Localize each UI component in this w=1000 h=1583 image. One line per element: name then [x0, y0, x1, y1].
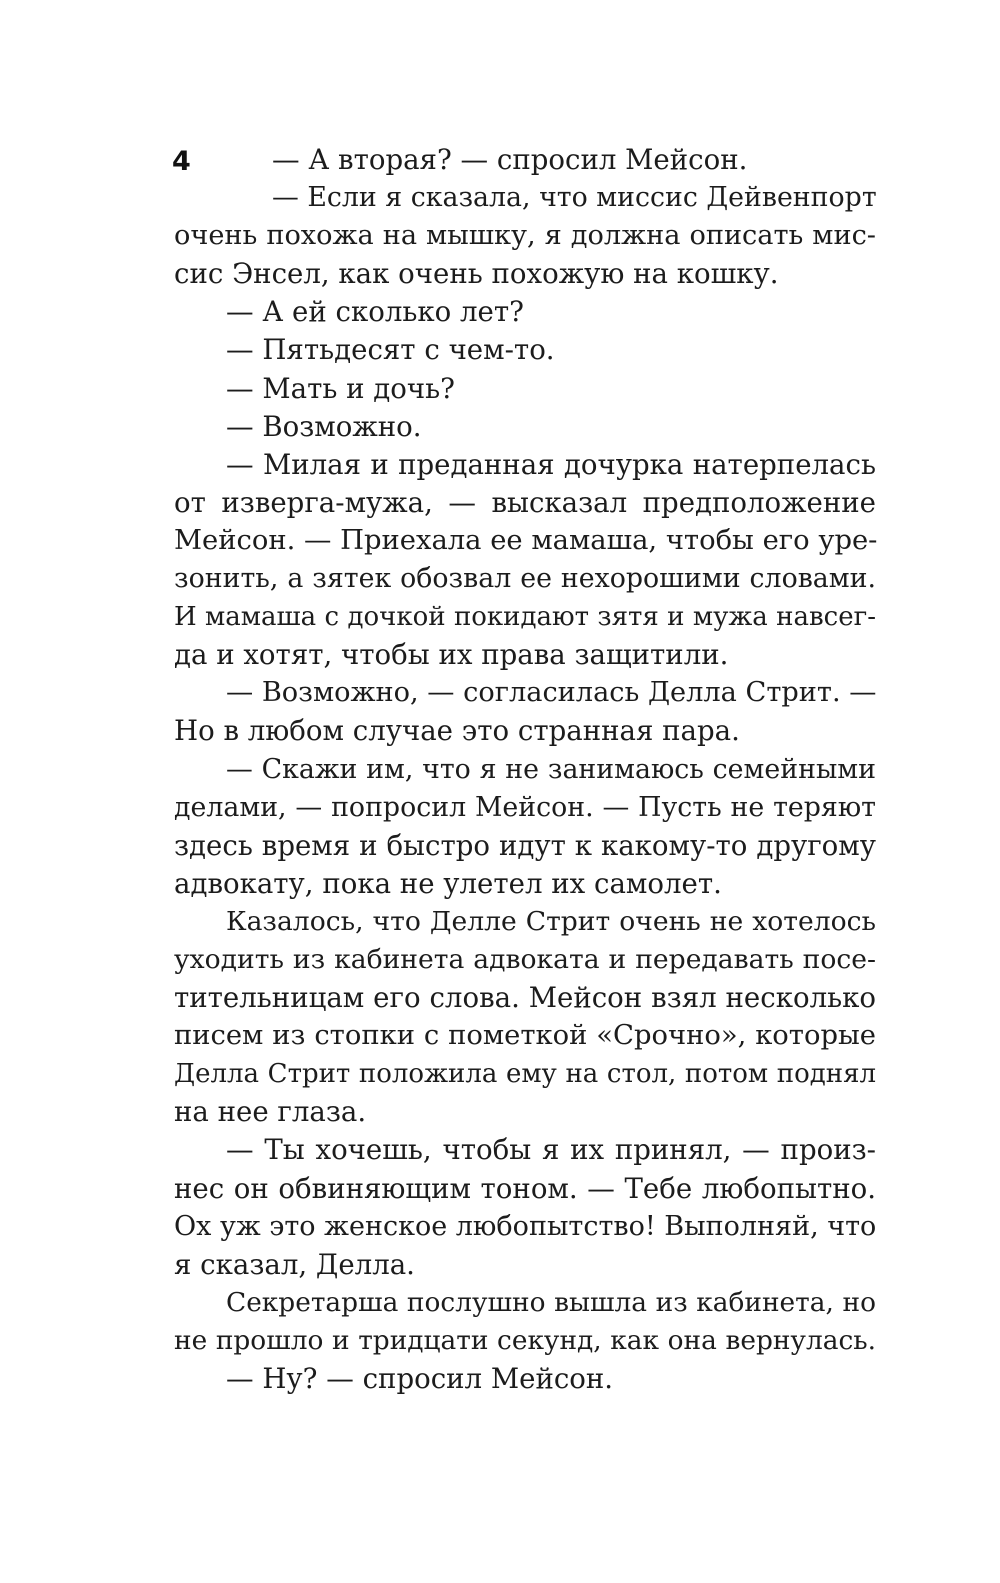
text-line: делами, — попросил Мейсон. — Пусть не теряют — [174, 791, 876, 823]
text-line: на нее глаза. — [174, 1095, 367, 1129]
text-line: — Скажи им, что я не занимаюсь семейными — [226, 753, 876, 785]
text-line: Казалось, что Делле Стрит очень не хотелось — [226, 905, 876, 937]
text-line: — Возможно. — [226, 409, 422, 443]
text-line: Делла Стрит положила ему на стол, потом поднял — [174, 1059, 876, 1090]
text-line: — Пятьдесят с чем-то. — [226, 333, 555, 367]
text-line: — Если я сказала, что миссис Дейвенпорт — [272, 182, 877, 214]
text-line: Ох уж это женское любопытство! Выполняй, что — [174, 1210, 877, 1242]
text-line: И мамаша с дочкой покидают зятя и мужа навсег- — [174, 602, 876, 633]
text-line: — Ты хочешь, чтобы я их принял, — произ- — [226, 1133, 876, 1167]
text-line: — Возможно, — согласилась Делла Стрит. — — [226, 677, 877, 709]
text-line: писем из стопки с пометкой «Срочно», которые — [174, 1020, 876, 1052]
text-line: уходить из кабинета адвоката и передавать посе- — [174, 943, 876, 975]
text-line: — А вторая? — спросил Мейсон. — [272, 143, 748, 176]
body-text — [174, 141, 876, 1398]
text-line: не прошло и тридцати секунд, как она вернулась. — [174, 1324, 876, 1356]
text-line: Мейсон. — Приехала ее мамаша, чтобы его уре- — [174, 524, 878, 556]
text-line: адвокату, пока не улетел их самолет. — [174, 866, 722, 900]
text-line: — Ну? — спросил Мейсон. — [226, 1362, 614, 1395]
text-line: очень похожа на мышку, я должна описать мис- — [174, 220, 876, 252]
text-line: Но в любом случае это странная пара. — [174, 714, 740, 748]
text-line: нес он обвиняющим тоном. — Тебе любопытно. — [174, 1171, 876, 1205]
text-line: я сказал, Делла. — [174, 1247, 415, 1281]
text-line: сис Энсел, как очень похожую на кошку. — [174, 257, 779, 291]
text-line: — Милая и преданная дочурка натерпелась — [226, 447, 876, 481]
text-line: здесь время и быстро идут к какому-то другому — [174, 828, 876, 862]
text-line: тительницам его слова. Мейсон взял несколько — [174, 981, 876, 1015]
text-line: Секретарша послушно вышла из кабинета, но — [226, 1286, 876, 1318]
text-line: от изверга-мужа, — высказал предположение — [174, 485, 876, 519]
text-line: зонить, а зятек обозвал ее нехорошими словами. — [174, 563, 876, 595]
text-line: — А ей сколько лет? — [226, 295, 524, 329]
page-number: 4 — [172, 146, 191, 177]
text-line: — Мать и дочь? — [226, 371, 455, 405]
text-line: да и хотят, чтобы их права защитили. — [174, 638, 729, 672]
